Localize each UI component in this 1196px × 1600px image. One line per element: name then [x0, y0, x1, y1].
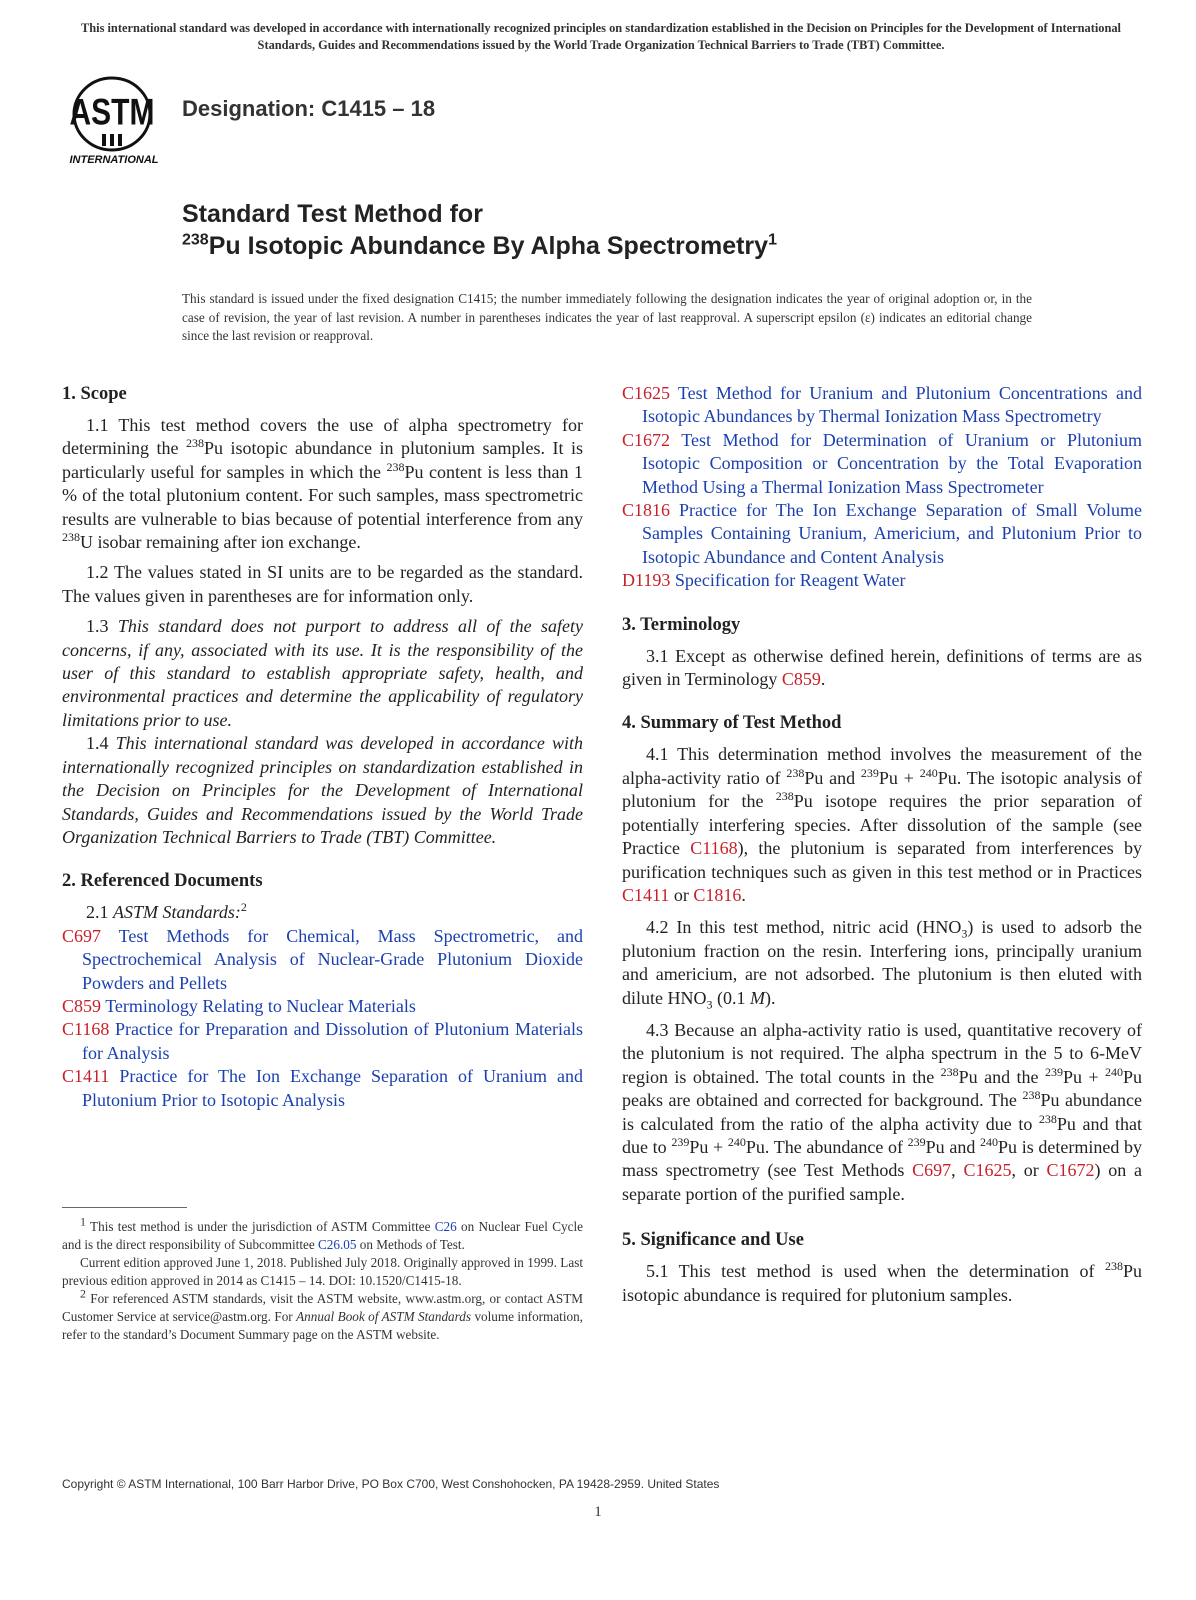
- right-column: [622, 382, 1142, 1307]
- ref-c859[interactable]: C859 Terminology Relating to Nuclear Materials: [62, 995, 416, 1016]
- title-line-2: $^{238}$Pu Isotopic Abundance By Alpha Spectrometry$^1$: [182, 231, 777, 260]
- title-line-1: Standard Test Method for: [182, 200, 483, 228]
- footnote-rule: [62, 1207, 187, 1208]
- left-column: [62, 382, 583, 1112]
- footnotes: [62, 1214, 583, 1344]
- section-heading-significance: 5. Significance and Use: [622, 1230, 804, 1251]
- ref-c1816[interactable]: C1816 Practice for The Ion Exchange Separation of Small Volume Samples Containing Uranium, Americium, and Plutonium Prior to Isotopic Abundance and Content Analysis: [622, 500, 1142, 567]
- header-notice: This international standard was developed in accordance with internationally recognized principles on standardization established in the Decision on Principles for the Development of International Standards, Guides and Recommendations issued by the World Trade Organization Technical Barriers to Trade (TBT) Committee.: [80, 21, 1122, 52]
- page-number: 1: [594, 1504, 602, 1520]
- link-c1625[interactable]: C1625: [963, 1160, 1012, 1181]
- section-heading-references: 2. Referenced Documents: [62, 871, 263, 892]
- section-heading-summary: 4. Summary of Test Method: [622, 713, 842, 734]
- link-c1672[interactable]: C1672: [1046, 1160, 1095, 1181]
- ref-d1193[interactable]: D1193 Specification for Reagent Water: [622, 570, 906, 591]
- footnote-1-edition: Current edition approved June 1, 2018. Published July 2018. Originally approved in 1999. Last previous edition approved in 2014 as C1415 – 14. DOI: 10.1520/C1415-18.: [62, 1255, 583, 1288]
- section-heading-scope: 1. Scope: [62, 384, 127, 404]
- para-2-1: 2.1 ASTM Standards:$^2$: [86, 900, 247, 923]
- para-1-1: 1.1 This test method covers the use of alpha spectrometry for determining the $^{238}$Pu isotopic abundance in plutonium samples. It is particularly useful for samples in which the $^{238}$Pu content is less than 1 % of the total plutonium content. For such samples, mass spectrometric results are vulnerable to bias because of potential interference from any $^{238}$U isobar remaining after ion exchange.: [62, 415, 583, 553]
- para-4-2: 4.2 In this test method, nitric acid $(HNO_3)$ is used to adsorb the plutonium fraction on the resin. Interfering ions, principally uranium and americium, are not adsorbed. The plutonium is then eluted with dilute $HNO_3$ (0.1 M).: [622, 917, 1142, 1012]
- footnote-2: $^2$ For referenced ASTM standards, visit the ASTM website, www.astm.org, or contact ASTM Customer Service at service@astm.org. For Annual Book of ASTM Standards volume information, refer to the standard’s Document Summary page on the ASTM website.: [62, 1286, 583, 1342]
- link-c1168[interactable]: C1168: [690, 838, 738, 859]
- ref-c1625[interactable]: C1625 Test Method for Uranium and Plutonium Concentrations and Isotopic Abundances by Thermal Ionization Mass Spectrometry: [622, 383, 1142, 427]
- para-3-1: 3.1 Except as otherwise defined herein, definitions of terms are as given in Terminology C859.: [622, 645, 1142, 690]
- ref-c1672[interactable]: C1672 Test Method for Determination of Uranium or Plutonium Isotopic Composition or Concentration by the Total Evaporation Method Using a Thermal Ionization Mass Spectrometer: [622, 429, 1142, 497]
- para-1-4: 1.4 This international standard was developed in accordance with internationally recognized principles on standardization established in the Decision on Principles for the Development of International Standards, Guides and Recommendations issued by the World Trade Organization Technical Barriers to Trade (TBT) Committee.: [62, 733, 583, 847]
- copyright: Copyright © ASTM International, 100 Barr Harbor Drive, PO Box C700, West Conshohocken, PA 19428-2959. United States: [62, 1477, 720, 1491]
- ref-c1411[interactable]: C1411 Practice for The Ion Exchange Separation of Uranium and Plutonium Prior to Isotopic Analysis: [62, 1066, 583, 1110]
- logo-text: ASTM: [69, 91, 155, 134]
- logo-subtext: INTERNATIONAL: [69, 154, 159, 166]
- astm-logo: [62, 72, 172, 172]
- para-1-2: 1.2 The values stated in SI units are to be regarded as the standard. The values given in parentheses are for information only.: [62, 562, 583, 606]
- link-c859[interactable]: C859: [781, 669, 821, 690]
- link-c1816[interactable]: C1816: [693, 884, 742, 905]
- document-title: [182, 198, 777, 262]
- ref-c697[interactable]: C697 Test Methods for Chemical, Mass Spectrometric, and Spectrochemical Analysis of Nuclear-Grade Plutonium Dioxide Powders and Pellets: [62, 925, 583, 993]
- link-c697[interactable]: C697: [912, 1160, 952, 1181]
- section-heading-terminology: 3. Terminology: [622, 614, 741, 635]
- ref-c1168[interactable]: C1168 Practice for Preparation and Dissolution of Plutonium Materials for Analysis: [62, 1019, 583, 1063]
- footnote-1: $^1$ This test method is under the jurisdiction of ASTM Committee C26 on Nuclear Fuel Cycle and is the direct responsibility of Subcommittee C26.05 on Methods of Test.: [62, 1214, 583, 1252]
- link-c1411[interactable]: C1411: [622, 884, 670, 905]
- preamble: This standard is issued under the fixed designation C1415; the number immediately following the designation indicates the year of original adoption or, in the case of revision, the year of last revision. A number in parentheses indicates the year of last reapproval. A superscript epsilon (ε) indicates an editorial change since the last revision or reapproval.: [182, 291, 1032, 343]
- para-4-3: 4.3 Because an alpha-activity ratio is used, quantitative recovery of the plutonium is not required. The alpha spectrum in the 5 to 6-MeV region is obtained. The total counts in the $^{238}$Pu and the $^{239}$Pu + $^{240}$Pu peaks are obtained and corrected for background. The $^{238}$Pu abundance is calculated from the ratio of the alpha activity due to $^{238}$Pu and that due to $^{239}$Pu + $^{240}$Pu. The abundance of $^{239}$Pu and $^{240}$Pu is determined by mass spectrometry (see Test Methods C697, C1625, or C1672) on a separate portion of the purified sample.: [622, 1019, 1143, 1204]
- para-5-1: 5.1 This test method is used when the determination of $^{238}$Pu isotopic abundance is required for plutonium samples.: [622, 1259, 1142, 1305]
- para-1-3: 1.3 This standard does not purport to address all of the safety concerns, if any, associated with its use. It is the responsibility of the user of this standard to establish appropriate safety, health, and environmental practices and determine the applicability of regulatory limitations prior to use.: [62, 616, 584, 730]
- designation: Designation: C1415 – 18: [182, 96, 436, 121]
- para-4-1: 4.1 This determination method involves the measurement of the alpha-activity ratio of $^{238}$Pu and $^{239}$Pu + $^{240}$Pu. The isotopic analysis of plutonium for the $^{238}$Pu isotope requires the prior separation of potentially interfering species. After dissolution of the sample (see Practice C1168), the plutonium is separated from interferences by purification techniques such as given in this test method or in Practices C1411 or C1816.: [622, 744, 1143, 905]
